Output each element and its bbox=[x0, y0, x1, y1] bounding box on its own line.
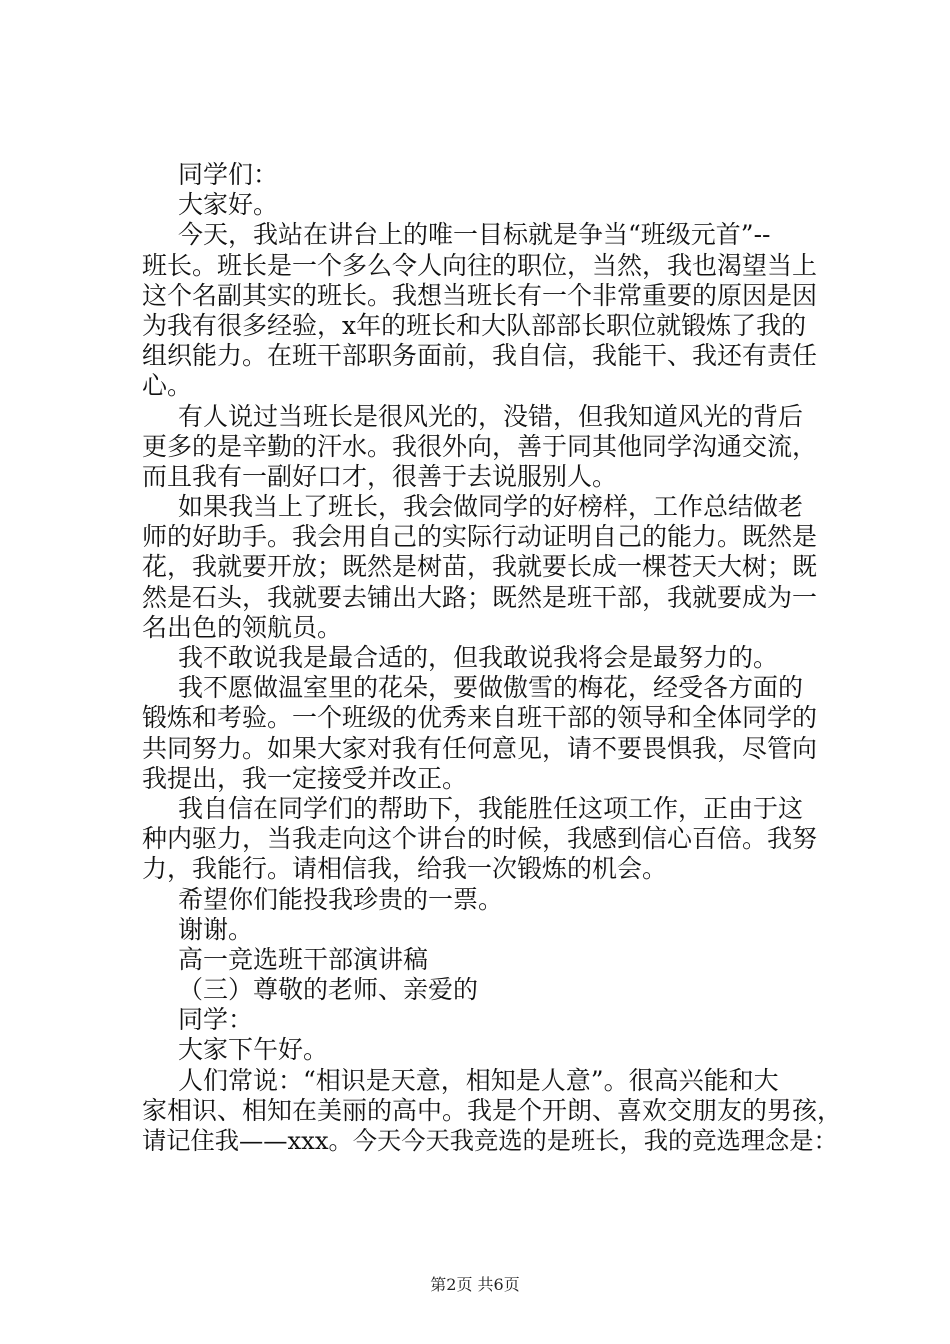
text-line: 然是石头，我就要去铺出大路；既然是班干部，我就要成为一 bbox=[142, 582, 818, 612]
text-line: 我不愿做温室里的花朵，要做傲雪的梅花，经受各方面的 bbox=[178, 673, 804, 703]
text-line: 师的好助手。我会用自己的实际行动证明自己的能力。既然是 bbox=[142, 522, 818, 552]
text-line: 同学们： bbox=[178, 160, 279, 189]
text-line: 这个名副其实的班长。我想当班长有一个非常重要的原因是因 bbox=[142, 280, 818, 310]
text-line: 今天，我站在讲台上的唯一目标就是争当“班级元首”-- bbox=[178, 220, 771, 250]
text-line: 我提出，我一定接受并改正。 bbox=[142, 763, 468, 793]
text-line: 家相识、相知在美丽的高中。我是个开朗、喜欢交朋友的男孩， bbox=[142, 1095, 843, 1125]
text-line: 力，我能行。请相信我，给我一次锻炼的机会。 bbox=[142, 854, 668, 884]
text-line: 名出色的领航员。 bbox=[142, 612, 343, 642]
text-line: 如果我当上了班长，我会做同学的好榜样，工作总结做老 bbox=[178, 492, 804, 522]
text-line: 而且我有一副好口才，很善于去说服别人。 bbox=[142, 461, 618, 491]
text-line: 希望你们能投我珍贵的一票。 bbox=[178, 884, 504, 914]
text-line: 心。 bbox=[142, 371, 193, 401]
text-line: 我自信在同学们的帮助下，我能胜任这项工作，正由于这 bbox=[178, 793, 804, 823]
text-line: 有人说过当班长是很风光的，没错，但我知道风光的背后 bbox=[178, 401, 804, 431]
text-line: 更多的是辛勤的汗水。我很外向，善于同其他同学沟通交流， bbox=[142, 431, 818, 461]
text-line: 花，我就要开放；既然是树苗，我就要长成一棵苍天大树；既 bbox=[142, 552, 818, 582]
text-line: 班长。班长是一个多么令人向往的职位，当然，我也渴望当上 bbox=[142, 250, 818, 280]
document-body bbox=[142, 160, 842, 1156]
text-line: 大家下午好。 bbox=[178, 1035, 329, 1065]
text-line: 谢谢。 bbox=[178, 914, 254, 944]
text-line: 我不敢说我是最合适的，但我敢说我将会是最努力的。 bbox=[178, 643, 779, 672]
text-line: 大家好。 bbox=[178, 190, 279, 220]
text-line: （三）尊敬的老师、亲爱的 bbox=[178, 975, 479, 1005]
text-line: 组织能力。在班干部职务面前，我自信，我能干、我还有责任 bbox=[142, 341, 818, 371]
text-line: 种内驱力，当我走向这个讲台的时候，我感到信心百倍。我努 bbox=[142, 824, 818, 854]
text-line: 人们常说：“相识是天意，相知是人意”。很高兴能和大 bbox=[178, 1065, 779, 1095]
text-line: 共同努力。如果大家对我有任何意见，请不要畏惧我，尽管向 bbox=[142, 733, 818, 763]
section-title: 高一竞选班干部演讲稿 bbox=[178, 944, 429, 974]
text-line: 为我有很多经验，x年的班长和大队部部长职位就锻炼了我的 bbox=[142, 310, 807, 340]
text-line: 同学： bbox=[178, 1005, 254, 1035]
text-line: 锻炼和考验。一个班级的优秀来自班干部的领导和全体同学的 bbox=[142, 703, 818, 733]
text-line: 请记住我——xxx。今天今天我竞选的是班长，我的竞选理念是： bbox=[142, 1126, 838, 1155]
page-number: 第2页 共6页 bbox=[430, 1275, 520, 1294]
